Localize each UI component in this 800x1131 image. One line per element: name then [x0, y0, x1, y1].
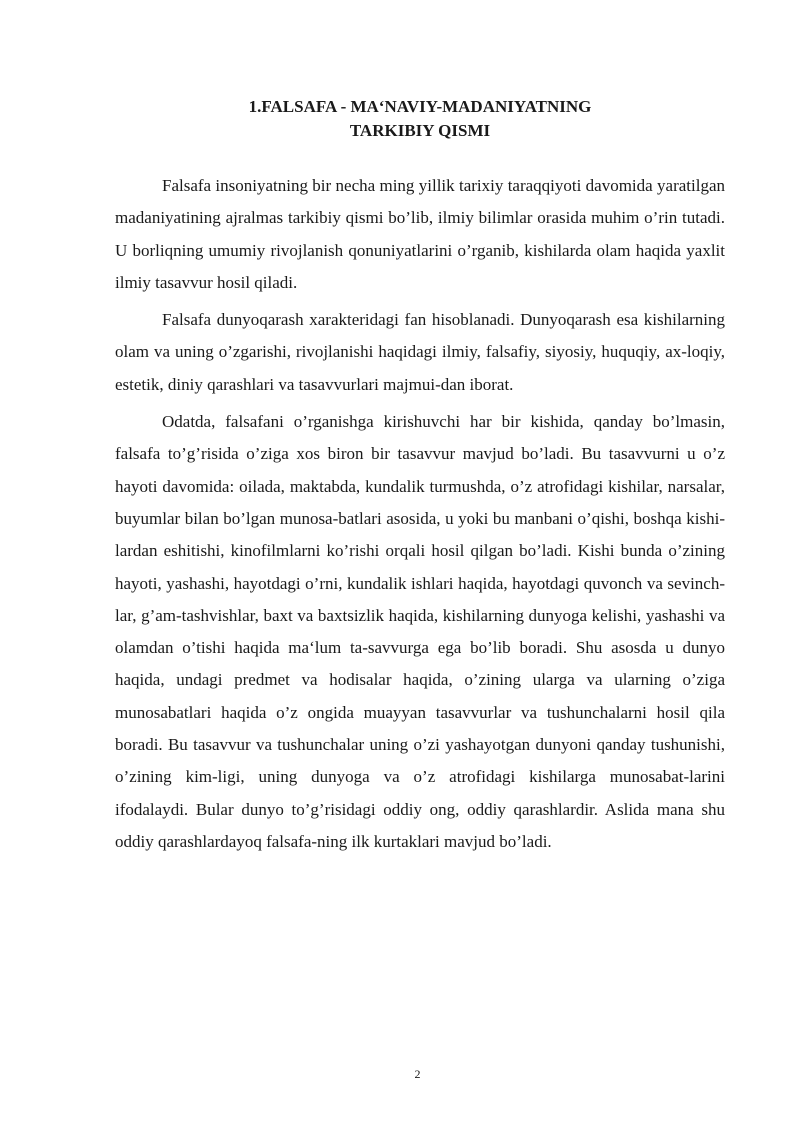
page-number: 2 — [414, 1067, 421, 1081]
paragraph: Odatda, falsafani o’rganishga kirishuvchi har bir kishida, qanday bo’lmasin, falsafa to’g’risida o’ziga xos biron bir tasavvur mavjud bo’ladi. Bu tasavvurni u o’z hayoti davomida: oilada, maktabda, kundalik turmushda, o’z atrofidagi kishilar, narsalar, buyumlar bilan bo’lgan munosa-batlari asosida, u yoki bu manbani o’qishi, boshqa kishi-lardan eshitishi, kinofilmlarni ko’rishi orqali hosil qilgan bo’ladi. Kishi bunda o’zining hayoti, yashashi, hayotdagi o’rni, kundalik ishlari haqida, hayotdagi quvonch va sevinch-lar, g’am-tashvishlar, baxt va baxtsizlik haqida, kishilarning dunyoga kelishi, yashashi va olamdan o’tishi haqida ma‘lum ta-savvurga ega bo’lib boradi. Shu asosda u dunyo haqida, undagi predmet va hodisalar haqida, o’zining ularga va ularning o’ziga munosabatlari haqida o’z ongida muayyan tasavvurlar va tushunchalarni hosil qila boradi. Bu tasavvur va tushunchalar uning o’zi yashayotgan dunyoni qanday tushunishi, o’zining kim-ligi, uning dunyoga va o’z atrofidagi kishilarga munosabat-larini ifodalaydi. Bular dunyo to’g’risidagi oddiy ong, oddiy qarashlardir. Aslida mana shu oddiy qarashlardayoq falsafa-ning ilk kurtaklari mavjud bo’ladi. — [115, 412, 725, 851]
title-line-2: TARKIBIY QISMI — [349, 121, 491, 140]
paragraph: Falsafa dunyoqarash xarakteridagi fan hisoblanadi. Dunyoqarash esa kishilarning olam va uning o’zgarishi, rivojlanishi haqidagi ilmiy, falsafiy, siyosiy, huquqiy, ax-loqiy, estetik, diniy qarashlari va tasavvurlari majmui-dan iborat. — [115, 310, 725, 394]
paragraph: Falsafa insoniyatning bir necha ming yillik tarixiy taraqqiyoti davomida yaratilgan madaniyatining ajralmas tarkibiy qismi bo’lib, ilmiy bilimlar orasida muhim o’rin tutadi. U borliqning umumiy rivojlanish qonuniyatlarini o’rganib, kishilarda olam haqida yaxlit ilmiy tasavvur hosil qiladi. — [115, 176, 725, 292]
body-text — [115, 170, 725, 863]
page-title — [115, 95, 725, 143]
title-line-1: 1.FALSAFA - MA‘NAVIY-MADANIYATNING — [248, 97, 592, 116]
